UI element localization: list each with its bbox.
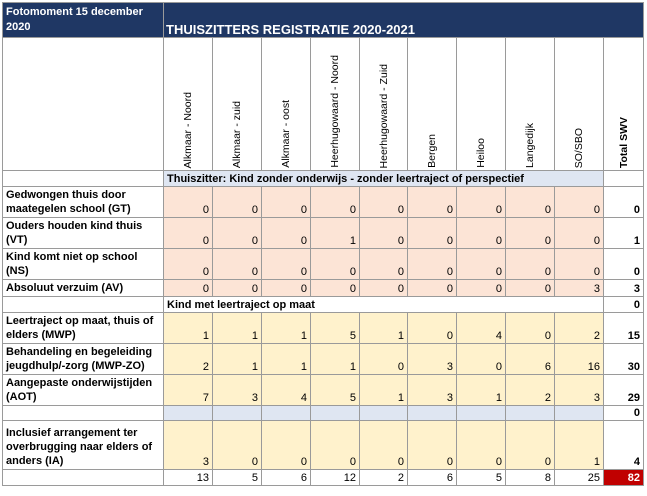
row-total: 1	[604, 218, 644, 249]
totals-label	[3, 470, 164, 486]
cell: 3	[164, 421, 213, 470]
col-header-so-sbo: SO/SBO	[555, 38, 604, 171]
cell: 0	[360, 344, 408, 375]
col-header-heerhugowaard-zuid: Heerhugowaard - Zuid	[360, 38, 408, 171]
row-total: 0	[604, 249, 644, 280]
cell: 1	[360, 375, 408, 406]
section-header-leertraject: Kind met leertraject op maat	[164, 297, 604, 313]
totals-row	[3, 470, 644, 486]
cell: 0	[360, 249, 408, 280]
cell: 0	[262, 187, 311, 218]
cell	[457, 406, 506, 421]
cell: 3	[408, 344, 457, 375]
cell: 1	[213, 344, 262, 375]
cell: 0	[408, 280, 457, 297]
cell: 0	[360, 421, 408, 470]
table-row	[3, 375, 644, 406]
cell: 1	[555, 421, 604, 470]
cell: 0	[262, 280, 311, 297]
col-header-alkmaar-zuid: Alkmaar - zuid	[213, 38, 262, 171]
cell: 0	[360, 218, 408, 249]
section-spacer	[3, 171, 164, 187]
column-total: 5	[457, 470, 506, 486]
section-total: 0	[604, 297, 644, 313]
cell: 0	[506, 280, 555, 297]
table-row	[3, 421, 644, 470]
cell: 3	[555, 280, 604, 297]
corner-cell	[3, 38, 164, 171]
snapshot-date: Fotomoment 15 december 2020	[3, 3, 164, 38]
cell: 0	[555, 187, 604, 218]
cell: 3	[408, 375, 457, 406]
column-total: 6	[262, 470, 311, 486]
cell: 1	[311, 218, 360, 249]
cell: 0	[164, 218, 213, 249]
row-label-ia: Inclusief arrangement ter overbrugging naar elders of anders (IA)	[3, 421, 164, 470]
cell: 0	[408, 187, 457, 218]
col-header-bergen: Bergen	[408, 38, 457, 171]
cell: 1	[262, 344, 311, 375]
table-row	[3, 313, 644, 344]
col-header-total-swv: Total SWV	[604, 38, 644, 171]
cell: 0	[555, 218, 604, 249]
column-total: 2	[360, 470, 408, 486]
cell: 2	[506, 375, 555, 406]
column-total: 13	[164, 470, 213, 486]
cell: 0	[408, 249, 457, 280]
cell: 4	[457, 313, 506, 344]
cell	[555, 406, 604, 421]
section-total-empty	[604, 171, 644, 187]
cell: 0	[213, 249, 262, 280]
cell	[408, 406, 457, 421]
cell: 0	[213, 280, 262, 297]
column-total: 25	[555, 470, 604, 486]
cell	[311, 406, 360, 421]
page-title: THUISZITTERS REGISTRATIE 2020-2021	[164, 3, 644, 38]
cell: 0	[262, 249, 311, 280]
cell: 0	[457, 218, 506, 249]
row-total: 29	[604, 375, 644, 406]
cell: 1	[164, 313, 213, 344]
cell: 5	[311, 313, 360, 344]
column-total: 5	[213, 470, 262, 486]
column-total: 8	[506, 470, 555, 486]
cell: 0	[457, 280, 506, 297]
table-row	[3, 280, 644, 297]
row-label-av: Absoluut verzuim (AV)	[3, 280, 164, 297]
cell: 0	[164, 187, 213, 218]
cell: 1	[213, 313, 262, 344]
cell: 0	[360, 187, 408, 218]
cell	[213, 406, 262, 421]
row-label-vt: Ouders houden kind thuis (VT)	[3, 218, 164, 249]
cell: 0	[457, 421, 506, 470]
row-label-aot: Aangepaste onderwijstijden (AOT)	[3, 375, 164, 406]
section-spacer	[3, 297, 164, 313]
cell: 0	[506, 421, 555, 470]
col-header-alkmaar-oost: Alkmaar - oost	[262, 38, 311, 171]
cell: 2	[164, 344, 213, 375]
column-total: 6	[408, 470, 457, 486]
section-header-thuiszitter: Thuiszitter: Kind zonder onderwijs - zonder leertraject of perspectief	[164, 171, 604, 187]
table-row	[3, 218, 644, 249]
cell	[164, 406, 213, 421]
col-header-heiloo: Heiloo	[457, 38, 506, 171]
cell: 0	[213, 218, 262, 249]
row-label-mwp-zo: Behandeling en begeleiding jeugdhulp/-zorg (MWP-ZO)	[3, 344, 164, 375]
row-total: 0	[604, 187, 644, 218]
cell: 0	[506, 249, 555, 280]
cell: 4	[262, 375, 311, 406]
cell: 0	[311, 421, 360, 470]
cell: 0	[213, 187, 262, 218]
cell: 0	[506, 187, 555, 218]
row-total: 3	[604, 280, 644, 297]
row-label-ns: Kind komt niet op school (NS)	[3, 249, 164, 280]
cell: 0	[311, 187, 360, 218]
cell: 0	[457, 187, 506, 218]
col-header-heerhugowaard-noord: Heerhugowaard - Noord	[311, 38, 360, 171]
cell: 0	[408, 313, 457, 344]
cell	[262, 406, 311, 421]
cell: 0	[457, 249, 506, 280]
table-row-blank	[3, 406, 644, 421]
cell: 0	[311, 249, 360, 280]
cell: 0	[408, 421, 457, 470]
cell: 0	[506, 218, 555, 249]
cell: 1	[311, 344, 360, 375]
cell: 0	[164, 280, 213, 297]
blank-label	[3, 406, 164, 421]
cell: 3	[555, 375, 604, 406]
cell: 1	[262, 313, 311, 344]
row-total: 30	[604, 344, 644, 375]
cell	[360, 406, 408, 421]
cell: 2	[555, 313, 604, 344]
cell: 1	[457, 375, 506, 406]
row-total: 15	[604, 313, 644, 344]
col-header-langedijk: Langedijk	[506, 38, 555, 171]
row-total: 0	[604, 406, 644, 421]
cell: 0	[555, 249, 604, 280]
table-row	[3, 187, 644, 218]
row-label-mwp: Leertraject op maat, thuis of elders (MWP)	[3, 313, 164, 344]
cell: 0	[213, 421, 262, 470]
cell: 3	[213, 375, 262, 406]
cell: 16	[555, 344, 604, 375]
cell: 0	[164, 249, 213, 280]
col-header-alkmaar-noord: Alkmaar - Noord	[164, 38, 213, 171]
cell: 0	[408, 218, 457, 249]
cell: 0	[506, 313, 555, 344]
table-row	[3, 344, 644, 375]
row-total: 4	[604, 421, 644, 470]
cell: 7	[164, 375, 213, 406]
row-label-gt: Gedwongen thuis door maategelen school (GT)	[3, 187, 164, 218]
cell: 0	[457, 344, 506, 375]
cell: 1	[360, 313, 408, 344]
cell: 0	[262, 421, 311, 470]
cell: 0	[262, 218, 311, 249]
cell: 0	[360, 280, 408, 297]
grand-total: 82	[604, 470, 644, 486]
table-row	[3, 249, 644, 280]
registration-table	[2, 2, 644, 486]
column-total: 12	[311, 470, 360, 486]
cell: 5	[311, 375, 360, 406]
cell: 0	[311, 280, 360, 297]
cell	[506, 406, 555, 421]
cell: 6	[506, 344, 555, 375]
